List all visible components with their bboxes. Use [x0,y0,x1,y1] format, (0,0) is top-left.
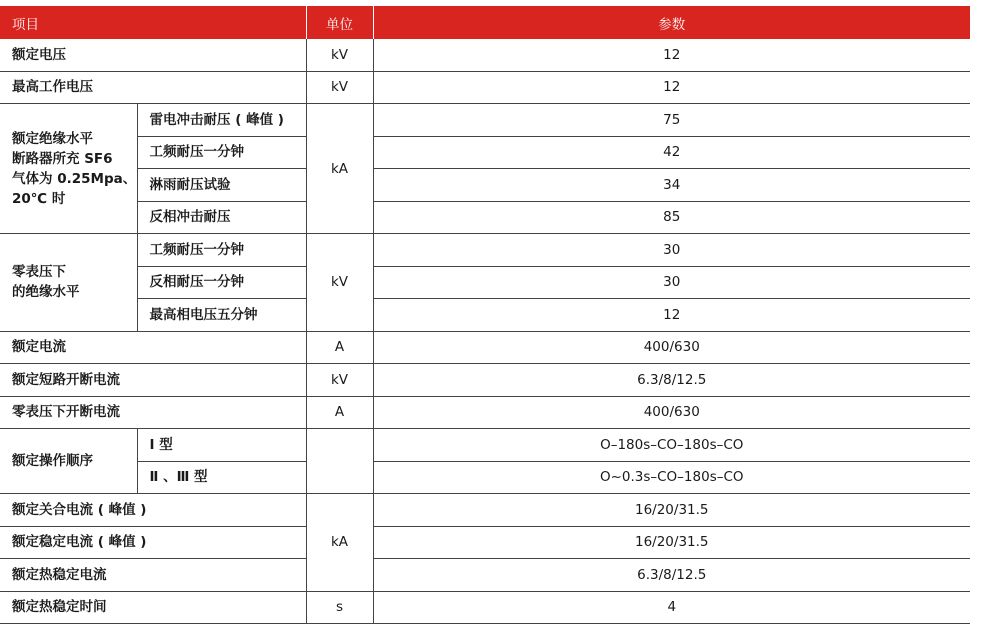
row-item-label: 额定热稳定时间 [0,591,306,624]
spec-table [0,6,970,624]
sequence-unit [306,429,373,494]
table-row [0,104,970,137]
table-row [0,559,970,592]
insulation-label-line: 额定绝缘水平 [12,130,93,147]
insulation-group-label [0,104,137,234]
table-row [0,201,970,234]
zero-insulation-label-line: 零表压下 [12,264,66,281]
table-row [0,429,970,462]
row-unit: kV [306,364,373,397]
zero-insulation-label-line: 的绝缘水平 [12,284,80,301]
row-value: 6.3/8/12.5 [373,364,970,397]
table-row [0,526,970,559]
table-row [0,136,970,169]
table-row [0,396,970,429]
zero-insulation-group-label [0,234,137,332]
row-item-label: 额定稳定电流 ( 峰值 ) [0,526,306,559]
row-value: 12 [373,71,970,104]
header-row [0,6,970,39]
row-sub-label: Ⅰ 型 [137,429,306,462]
row-unit: kV [306,71,373,104]
row-sub-label: 淋雨耐压试验 [137,169,306,202]
row-sub-label: 工频耐压一分钟 [137,234,306,267]
zero-insulation-unit: kV [306,234,373,332]
row-item-label: 额定电流 [0,331,306,364]
table-row [0,71,970,104]
table-row [0,39,970,71]
table-row [0,591,970,624]
row-item-label: 额定关合电流 ( 峰值 ) [0,494,306,527]
header-unit: 单位 [306,6,373,39]
row-value: 400/630 [373,396,970,429]
row-unit: A [306,331,373,364]
row-item-label: 最高工作电压 [0,71,306,104]
table-row [0,364,970,397]
row-sub-label: 反相耐压一分钟 [137,266,306,299]
table-row [0,461,970,494]
row-value: 42 [373,136,970,169]
row-value: 12 [373,299,970,332]
row-item-label: 零表压下开断电流 [0,396,306,429]
table-row [0,299,970,332]
row-sub-label: Ⅱ 、Ⅲ 型 [137,461,306,494]
row-value: 34 [373,169,970,202]
table-row [0,266,970,299]
row-value: 85 [373,201,970,234]
row-value: O~0.3s–CO–180s–CO [373,461,970,494]
table-row [0,234,970,267]
row-item-label: 额定热稳定电流 [0,559,306,592]
table-row [0,169,970,202]
row-value: 400/630 [373,331,970,364]
insulation-unit: kA [306,104,373,234]
row-unit: kV [306,39,373,71]
row-sub-label: 雷电冲击耐压 ( 峰值 ) [137,104,306,137]
row-item-label: 额定电压 [0,39,306,71]
row-sub-label: 最高相电压五分钟 [137,299,306,332]
row-value: 16/20/31.5 [373,526,970,559]
row-unit: A [306,396,373,429]
row-sub-label: 工频耐压一分钟 [137,136,306,169]
insulation-label-line: 气体为 0.25Mpa、 [12,170,137,187]
table-row [0,331,970,364]
table-row [0,494,970,527]
row-value: O–180s–CO–180s–CO [373,429,970,462]
row-value: 30 [373,266,970,299]
sequence-group-label: 额定操作顺序 [0,429,137,494]
currents-unit: kA [306,494,373,592]
row-value: 4 [373,591,970,624]
insulation-label-line: 断路器所充 SF6 [12,150,113,167]
row-sub-label: 反相冲击耐压 [137,201,306,234]
insulation-label-line: 20℃ 时 [12,190,66,207]
header-param: 参数 [373,6,970,39]
row-value: 30 [373,234,970,267]
row-unit: s [306,591,373,624]
row-value: 6.3/8/12.5 [373,559,970,592]
row-value: 12 [373,39,970,71]
row-value: 16/20/31.5 [373,494,970,527]
row-value: 75 [373,104,970,137]
row-item-label: 额定短路开断电流 [0,364,306,397]
header-item: 项目 [0,6,306,39]
